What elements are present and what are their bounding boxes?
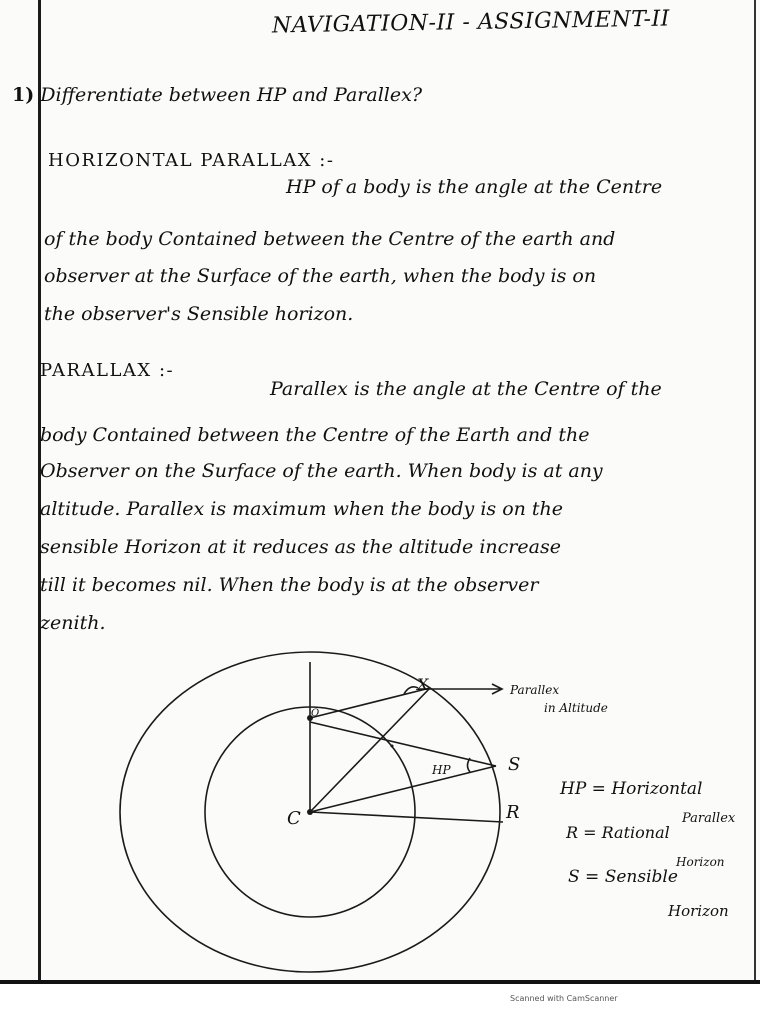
label-x: X (417, 675, 429, 694)
observer-to-body-line (310, 688, 430, 718)
hp-line-2: of the body Contained between the Centre of the earth and (44, 228, 616, 250)
label-observer: O (311, 708, 320, 719)
label-s: S (508, 754, 521, 775)
px-line-3: Observer on the Surface of the earth. When body is at any (40, 460, 603, 482)
legend-r-line-2: Horizon (676, 855, 725, 869)
px-line-1: Parallex is the angle at the Centre of the (270, 378, 662, 400)
section-heading-parallax: PARALLAX :- (40, 360, 175, 381)
px-line-2: body Contained between the Centre of the Earth and the (40, 424, 590, 446)
hp-line-4: the observer's Sensible horizon. (44, 303, 354, 325)
centre-to-body-line (310, 688, 430, 812)
label-hp: HP (432, 763, 451, 777)
scan-footer (0, 984, 768, 1024)
question-text: Differentiate between HP and Parallex? (40, 84, 423, 106)
parallax-note-line-1: Parallex (510, 683, 560, 697)
px-line-6: till it becomes nil. When the body is at the observer (40, 574, 539, 596)
small-mark (391, 745, 394, 748)
legend-r-line-1: R = Rational (566, 823, 670, 842)
centre-point (307, 809, 313, 815)
label-centre: C (287, 808, 301, 829)
hp-line-1: HP of a body is the angle at the Centre (286, 176, 663, 198)
scan-watermark: Scanned with CamScanner (510, 994, 618, 1003)
legend-s-line-1: S = Sensible (568, 867, 678, 887)
section-heading-horizontal-parallax: HORIZONTAL PARALLAX :- (48, 150, 335, 171)
px-line-4: altitude. Parallex is maximum when the body is on the (40, 498, 564, 520)
label-r: R (506, 802, 520, 823)
legend-hp-line-2: Parallex (682, 811, 736, 826)
centre-to-s-line (310, 766, 496, 812)
legend-s-line-2: Horizon (668, 902, 729, 920)
legend-hp-line-1: HP = Horizontal (560, 779, 703, 799)
sensible-horizon-line (310, 722, 496, 766)
parallax-note-line-2: in Altitude (544, 701, 608, 715)
px-line-7: zenith. (40, 612, 106, 634)
question-number: 1) (12, 84, 35, 106)
px-line-5: sensible Horizon at it reduces as the altitude increase (40, 536, 561, 558)
page-title: NAVIGATION-II - ASSIGNMENT-II (271, 6, 671, 39)
hp-line-3: observer at the Surface of the earth, when the body is on (44, 265, 597, 287)
rational-horizon-line (310, 812, 503, 822)
